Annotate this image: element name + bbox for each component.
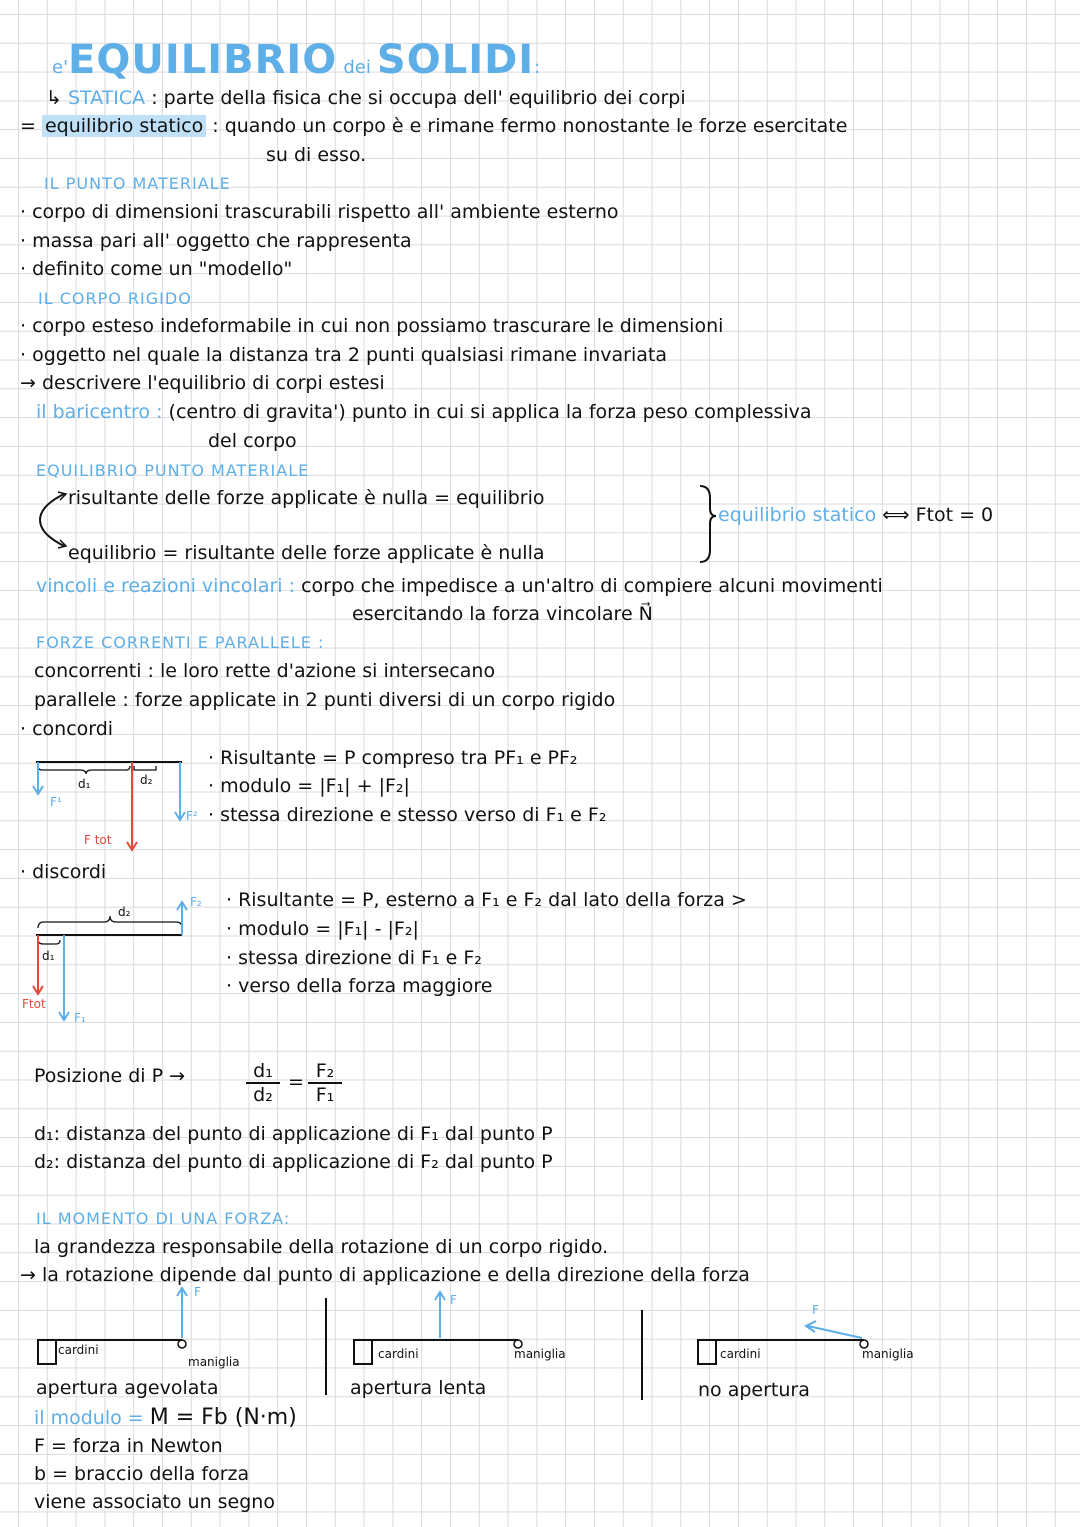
discordi-note: · stessa direzione di F₁ e F₂ <box>226 947 482 969</box>
equilibrio-line-2: equilibrio = risultante delle forze applicate è nulla <box>68 542 545 564</box>
label-f1: F₁ <box>74 1011 86 1025</box>
discordi-note: · verso della forza maggiore <box>226 975 493 997</box>
vincoli-definition: vincoli e reazioni vincolari : corpo che impedisce a un'altro di compiere alcuni movimenti <box>36 575 883 597</box>
baricentro-cont: del corpo <box>208 430 297 452</box>
list-item: · definito come un "modello" <box>20 258 293 280</box>
handle-label: maniglia <box>862 1347 914 1361</box>
equilibrio-statico-definition: = equilibrio statico : quando un corpo è e rimane fermo nonostante le forze esercitate <box>20 115 848 137</box>
equilibrio-statico-cont: su di esso. <box>266 144 367 166</box>
statica-definition: ↳ STATICA : parte della fisica che si occupa dell' equilibrio dei corpi <box>46 87 686 109</box>
list-item: · corpo esteso indeformabile in cui non possiamo trascurare le dimensioni <box>20 315 724 337</box>
hinge-box <box>38 1340 56 1364</box>
d2-brace <box>134 766 156 770</box>
concordi-note: · Risultante = P compreso tra PF₁ e PF₂ <box>208 747 578 769</box>
hinge-label: cardini <box>378 1347 419 1361</box>
force-label: F <box>450 1293 457 1307</box>
force-arrow-3 <box>808 1326 862 1338</box>
ratio-left: d₁ d₂ <box>246 1060 280 1106</box>
handle-1 <box>178 1340 186 1348</box>
concorrenti-definition: concorrenti : le loro rette d'azione si intersecano <box>34 660 496 682</box>
concordi-note: · modulo = |F₁| + |F₂| <box>208 775 410 797</box>
list-item: → descrivere l'equilibrio di corpi estesi <box>20 372 385 394</box>
discordi-note: · Risultante = P, esterno a F₁ e F₂ dal lato della forza > <box>226 889 747 911</box>
hinge-label: cardini <box>720 1347 761 1361</box>
force-label: F <box>812 1303 819 1317</box>
left-bracket <box>40 494 64 546</box>
list-item: · oggetto nel quale la distanza tra 2 punti qualsiasi rimane invariata <box>20 344 667 366</box>
modulo-def: F = forza in Newton <box>34 1435 223 1457</box>
posizione-label: Posizione di P → <box>34 1065 186 1087</box>
baricentro-definition: il baricentro : (centro di gravita') punto in cui si applica la forza peso complessiva <box>36 401 812 423</box>
label-d1: d₁ <box>42 949 55 963</box>
label-f2: F² <box>186 809 198 823</box>
page-title: e'EQUILIBRIO dei SOLIDI: <box>52 37 541 83</box>
label-ftot: Ftot <box>22 997 46 1011</box>
modulo-def: viene associato un segno <box>34 1491 275 1513</box>
door-caption: apertura agevolata <box>36 1377 219 1399</box>
label-d1: d₁ <box>78 777 91 791</box>
d1-brace <box>38 940 60 944</box>
list-item: · corpo di dimensioni trascurabili rispetto all' ambiente esterno <box>20 201 619 223</box>
label-ftot: F tot <box>84 833 112 847</box>
parallele-definition: parallele : forze applicate in 2 punti diversi di un corpo rigido <box>34 689 616 711</box>
force-label: F <box>194 1285 201 1299</box>
section-heading-punto-materiale: IL PUNTO MATERIALE <box>44 174 231 193</box>
hinge-box <box>698 1340 716 1364</box>
d1-definition: d₁: distanza del punto di applicazione di F₁ dal punto P <box>34 1123 553 1145</box>
label-f2: F₂ <box>190 895 202 909</box>
discordi-label: · discordi <box>20 861 107 883</box>
equilibrio-conclusion: equilibrio statico ⟺ Ftot = 0 <box>718 504 994 526</box>
concordi-note: · stessa direzione e stesso verso di F₁ e F₂ <box>208 804 607 826</box>
section-heading-corpo-rigido: IL CORPO RIGIDO <box>38 289 192 308</box>
d2-definition: d₂: distanza del punto di applicazione di F₂ dal punto P <box>34 1151 553 1173</box>
label-f1: F¹ <box>50 795 62 809</box>
equilibrio-line-1: risultante delle forze applicate è nulla = equilibrio <box>68 487 545 509</box>
handle-label: maniglia <box>514 1347 566 1361</box>
vincoli-cont: esercitando la forza vincolare N⃗ <box>352 603 653 625</box>
title-equilibrio: EQUILIBRIO <box>68 37 338 83</box>
hinge-box <box>354 1340 372 1364</box>
ratio-equals: = <box>288 1071 304 1093</box>
door-caption: no apertura <box>698 1379 810 1401</box>
door-caption: apertura lenta <box>350 1377 487 1399</box>
section-heading-momento: IL MOMENTO DI UNA FORZA: <box>36 1209 291 1228</box>
right-brace <box>700 486 716 562</box>
concordi-label: · concordi <box>20 718 114 740</box>
modulo-formula: il modulo = M = Fb (N·m) <box>34 1405 297 1430</box>
list-item: · massa pari all' oggetto che rappresenta <box>20 230 412 252</box>
section-heading-equilibrio-punto: EQUILIBRIO PUNTO MATERIALE <box>36 461 310 480</box>
label-d2: d₂ <box>140 773 153 787</box>
label-d2: d₂ <box>118 905 131 919</box>
momento-line-1: la grandezza responsabile della rotazione di un corpo rigido. <box>34 1236 609 1258</box>
section-heading-forze: FORZE CORRENTI E PARALLELE : <box>36 633 325 652</box>
ratio-right: F₂ F₁ <box>308 1060 342 1106</box>
momento-line-2: → la rotazione dipende dal punto di applicazione e della direzione della forza <box>20 1264 750 1286</box>
modulo-def: b = braccio della forza <box>34 1463 250 1485</box>
discordi-note: · modulo = |F₁| - |F₂| <box>226 918 419 940</box>
d2-brace <box>38 916 182 928</box>
d1-brace <box>38 766 130 774</box>
handle-label: maniglia <box>188 1355 240 1369</box>
hinge-label: cardini <box>58 1343 99 1357</box>
title-solidi: SOLIDI <box>376 37 535 83</box>
